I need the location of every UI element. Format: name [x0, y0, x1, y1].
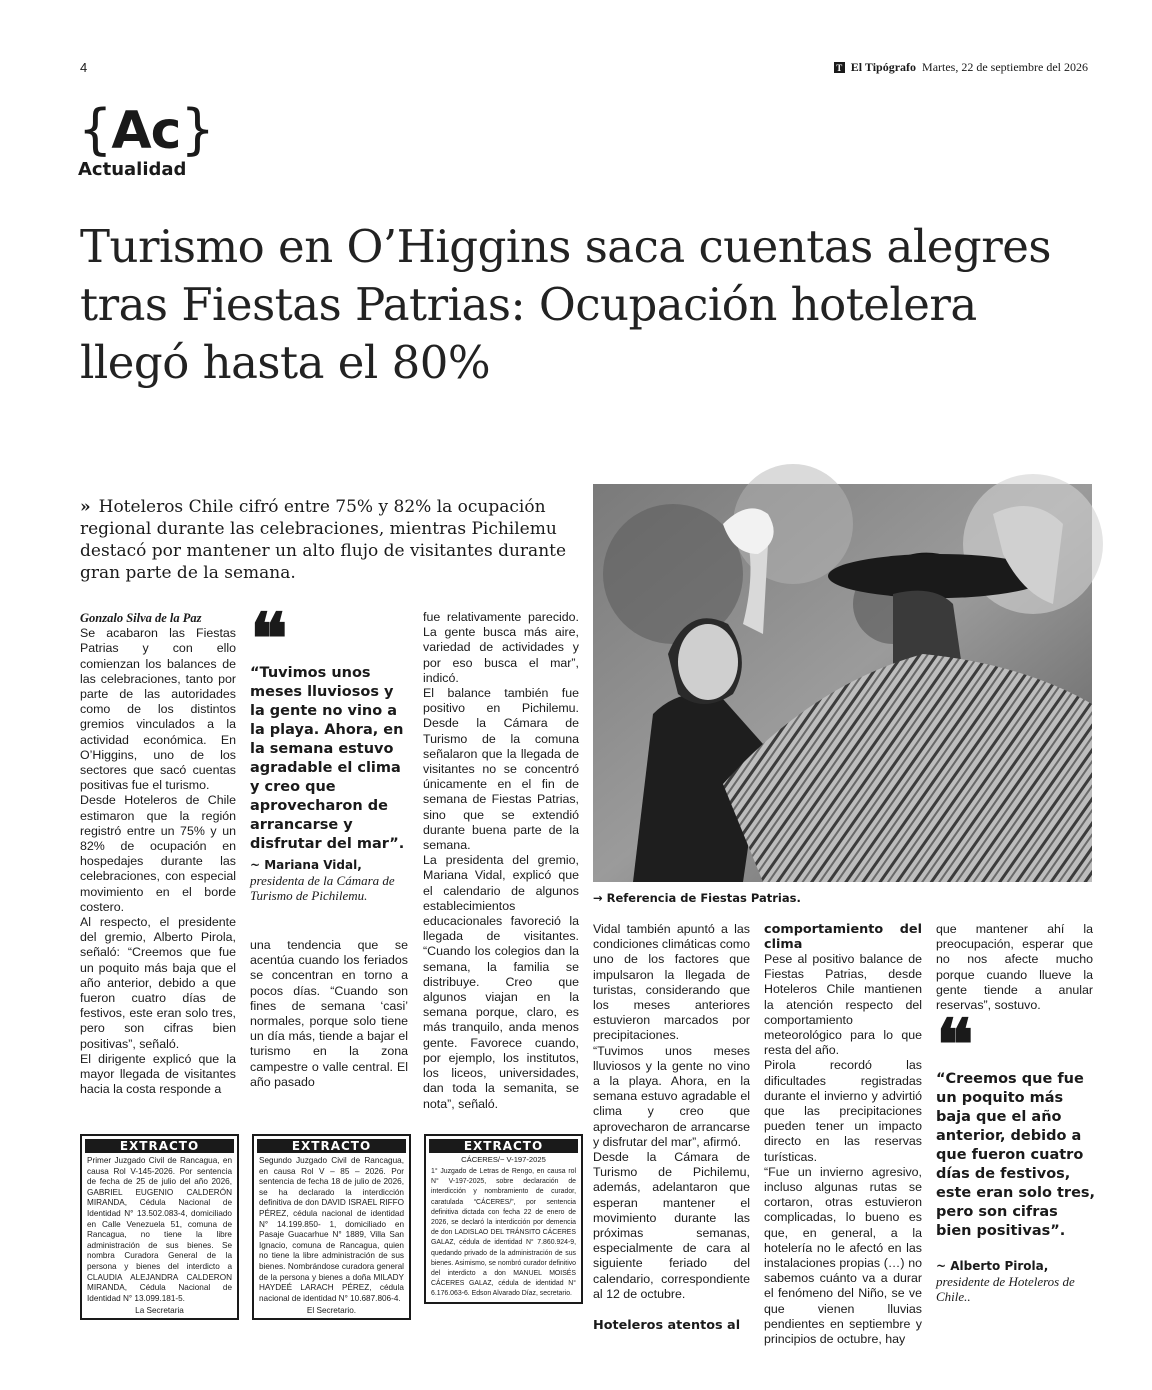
paragraph: Desde la Cámara de Turismo de Pichilemu, además, adelantaron que esperan mantener el movimiento durante las próximas semanas, especialmente de cara al siguiente feriado del calendario, correspondiente al 12 de octubre. — [593, 1150, 750, 1301]
paragraph: El balance también fue positivo en Pichilemu. Desde la Cámara de Turismo de la comuna señalaron que la llegada de visitantes no se concentró únicamente en el fin de semana de Fiestas Patrias, sino que se extendió durante buena parte de la semana. — [423, 686, 579, 853]
paragraph: una tendencia que se acentúa cuando los feriados se concentran en torno a pocos días. “Cuando son fines de semana ‘casi’ normales, porque solo tiene un día más, tiende a bajar el turismo en la zona campestre o valle central. El año pasado — [250, 938, 408, 1089]
masthead — [834, 60, 1088, 75]
legal-notice-signature: La Secretaria — [135, 1306, 184, 1316]
legal-notice-signature: El Secretario. — [306, 1306, 357, 1316]
pull-quote-mariana — [250, 597, 410, 903]
subheading: comportamiento del clima — [764, 922, 922, 952]
pull-quote-pirola — [936, 1003, 1096, 1304]
issue-date: Martes, 22 de septiembre del 2026 — [922, 60, 1088, 74]
paragraph: Se acabaron las Fiestas Patrias y con ello comienzan los balances de las celebraciones, tanto por parte de las autoridades como de los distintos gremios vinculados a la actividad económica. En O’Higgins, uno de los sectores que sacó cuentas positivas fue el turismo. — [80, 626, 236, 793]
legal-notice-title: EXTRACTO — [257, 1139, 406, 1153]
newspaper-logo-icon: T — [834, 62, 845, 73]
article-column-3 — [423, 610, 579, 1112]
paragraph: Pese al positivo balance de Fiestas Patrias, desde Hoteleros Chile mantienen la atención respecto del comportamiento meteorológico para lo que resta del año. — [764, 952, 922, 1058]
paragraph: Vidal también apuntó a las condiciones climáticas como uno de los factores que impulsaron la llegada de turistas, considerando que los meses anteriores estuvieron marcados por precipitaciones. — [593, 922, 751, 1043]
legal-notice-body: Primer Juzgado Civil de Rancagua, en causa Rol V-145-2026. Por sentencia de fecha de 25 de julio del año 2026, GABRIEL EUGENIO CALDERÓN MIRANDA, Cédula Nacional de Identidad N° 13.502.083-4, domiciliado en Calle Venezuela 51, comuna de Rancagua, no tiene la libre administración de sus bienes. Se nombra Curadora General de la persona y bienes del interdicto a CLAUDIA ALEJANDRA CALDERON MIRANDA, Cédula Nacional de Identidad N° 13.099.181-5. — [87, 1156, 232, 1303]
pull-quote-text: “Creemos que fue un poquito más baja que el año anterior, debido a que fueron cuatro días de festivos, este eran solo tres, pero son cifras bien positivas”. — [936, 1071, 1096, 1239]
section-code: {Ac} — [78, 98, 214, 161]
byline: Gonzalo Silva de la Paz — [80, 611, 202, 625]
paragraph: Pirola recordó las dificultades registradas durante el invierno y advirtió que las precipitaciones pueden tener un impacto directo en las reservas turísticas. — [764, 1058, 922, 1164]
quote-mark-icon: ❝ — [936, 1003, 974, 1086]
legal-notice-body: 1° Juzgado de Letras de Rengo, en causa rol N° V-197-2025, sobre declaración de interdicción y nombramiento de curador, caratulada “CÁCERES/”, por sentencia definitiva dictada con fecha 22 de enero de 2026, se declaró la interdicción por demencia de don LADISLAO DEL TRÁNSITO CÁCERES GALAZ, cédula de identidad N° 7.860.924-9, quedando privado de la administración de sus bienes. Asimismo, se nombró curador definitivo del interdicto a don MANUEL MOISÉS CÁCERES GALAZ, cédula de identidad N° 6.176.063-6. Edson Alvarado Díaz, secretario. — [431, 1168, 576, 1298]
legal-notice-title: EXTRACTO — [85, 1139, 234, 1153]
article-lead: » Hoteleros Chile cifró entre 75% y 82% la ocupación regional durante las celebraciones, mientras Pichilemu destacó por mantener un alto flujo de visitantes durante gran parte de la semana. — [80, 497, 567, 583]
legal-notice — [424, 1134, 583, 1304]
pull-quote-text: “Tuvimos unos meses lluviosos y la gente no vino a la playa. Ahora, en la semana estuvo agradable el clima y creo que aprovecharon de arrancarse y disfrutar del mar”. — [250, 665, 405, 852]
article-column-2 — [250, 938, 408, 1090]
legal-notice — [252, 1134, 411, 1320]
paragraph: que mantener ahí la preocupación, esperar que no nos afecte mucho porque cuando llueve la gente tiende a anular reservas”, sostuvo. — [936, 922, 1093, 1013]
legal-notice-case: CÁCERES/~ V-197-2025 — [461, 1155, 546, 1164]
legal-notice-body: Segundo Juzgado Civil de Rancagua, en causa Rol V – 85 – 2026. Por sentencia de fecha 18 de julio de 2026, se ha declarado la interdicción definitiva de don DAVID ISRAEL RIFFO PÉREZ, cédula nacional de identidad N° 14.199.850- 1, domiciliado en Pasaje Guacarhue N° 1889, Villa San Ignacio, comuna de Rancagua, quien no tiene la libre administración de sus bienes. Nombrándose curadora general de la persona y bienes a doña MILADY HAYDEÉ LARACH PÉREZ, cédula nacional de identidad N° 10.687.806-4. — [259, 1156, 404, 1303]
section-mark — [78, 100, 214, 180]
fiestas-patrias-dancers-image — [593, 484, 1092, 882]
paragraph: fue relativamente parecido. La gente busca más aire, variedad de actividades y por eso busca el mar”, indicó. — [423, 610, 579, 685]
paragraph: Al respecto, el presidente del gremio, Alberto Pirola, señaló: “Creemos que fue un poquito más baja que el año anterior, debido a que fueron cuatro días de festivos, este eran solo tres, pero son cifras bien positivas”, señaló. — [80, 915, 236, 1051]
paragraph: El dirigente explicó que la mayor llegada de visitantes hacia la costa responde a — [80, 1051, 236, 1097]
paragraph: “Fue un invierno agresivo, incluso algunas rutas se cortaron, otras estuvieron complicadas, lo bueno es que, en general, a la hotelería no le afectó en las instalaciones propias (…) no sabemos cuánto va a durar el fenómeno del Niño, se ve que vienen lluvias pendientes en septiembre y principios de octubre, hay — [764, 1164, 922, 1347]
article-column-1 — [80, 611, 236, 1098]
paragraph: “Tuvimos unos meses lluviosos y la gente no vino a la playa. Ahora, en la semana estuvo agradable el clima y creo que aprovecharon de arrancarse y disfrutar del mar”, afirmó. — [593, 1043, 750, 1149]
article-headline: Turismo en O’Higgins saca cuentas alegres tras Fiestas Patrias: Ocupación hotelera llegó hasta el 80% — [80, 220, 1051, 389]
article-column-5 — [764, 922, 922, 1347]
lead-marker-icon: » — [80, 497, 91, 517]
subheading: Hoteleros atentos al — [593, 1318, 741, 1334]
article-column-4 — [593, 922, 750, 1333]
article-column-6 — [936, 922, 1093, 1013]
legal-notice-title: EXTRACTO — [429, 1139, 578, 1153]
paragraph: La presidenta del gremio, Mariana Vidal, explicó que el calendario de algunos establecimientos educacionales favoreció la llegada de visitantes. “Cuando los colegios dan la semana, la familia se distribuye. Creo que algunos viajan en la semana porque, claro, es más tranquilo, anda menos gente. Favorece cuando, por ejemplo, los institutos, los liceos, universidades, dan toda la semanita, se nota”, señaló. — [423, 853, 579, 1111]
pull-quote-attribution: ~ Alberto Pirola, presidente de Hoteleros de Chile.. — [936, 1259, 1075, 1304]
newspaper-name: El Tipógrafo — [850, 60, 917, 74]
photo-caption: → Referencia de Fiestas Patrias. — [593, 891, 801, 905]
quote-mark-icon: ❝ — [250, 597, 288, 680]
page-number: 4 — [80, 60, 88, 75]
pull-quote-attribution: ~ Mariana Vidal, presidenta de la Cámara de Turismo de Pichilemu. — [250, 858, 395, 903]
legal-notice — [80, 1134, 239, 1320]
paragraph: Desde Hoteleros de Chile estimaron que la región registró entre un 75% y un 82% de ocupación en hospedajes durante las celebraciones, con especial movimiento en el borde costero. — [80, 793, 236, 914]
article-photo — [593, 484, 1092, 882]
section-name: Actualidad — [78, 159, 187, 180]
